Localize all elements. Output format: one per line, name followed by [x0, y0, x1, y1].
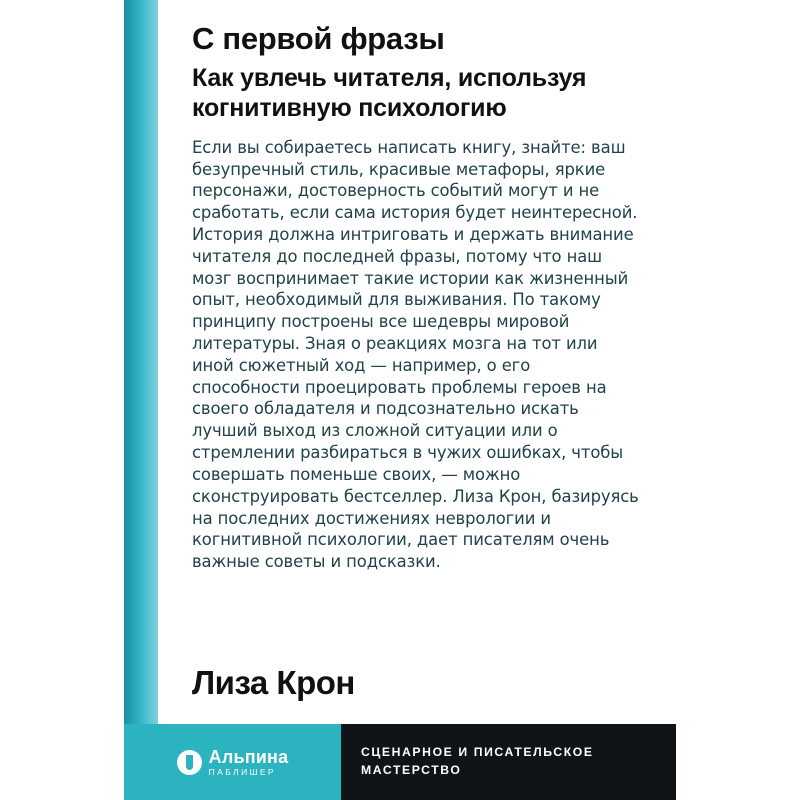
publisher-tagline: ПАБЛИШЕР	[208, 766, 276, 777]
publisher-name: Альпина	[208, 746, 289, 767]
series-line-1: СЦЕНАРНОЕ И ПИСАТЕЛЬСКОЕ	[361, 745, 594, 760]
cover-content	[158, 0, 676, 724]
alpina-mountain-icon	[177, 750, 202, 775]
series-block	[341, 724, 676, 800]
cover-footer	[124, 724, 676, 800]
page-margin-right	[676, 0, 800, 800]
book-annotation	[192, 137, 642, 573]
book-author: Лиза Крон	[192, 664, 355, 701]
title-block	[158, 0, 676, 124]
spine-stripe	[124, 0, 158, 800]
book-title: С первой фразы	[192, 21, 445, 56]
page-margin-left	[0, 0, 124, 800]
book-cover	[124, 0, 676, 800]
publisher-logo	[177, 748, 289, 777]
book-subtitle: Как увлечь читателя, используя когнитивную психологию	[192, 63, 587, 123]
publisher-block	[124, 724, 341, 800]
series-line-2: МАСТЕРСТВО	[361, 763, 462, 777]
annotation-text: Если вы собираетесь написать книгу, знайте: ваш безупречный стиль, красивые метафоры, яркие персонажи, достоверность событий могут и не сработать, если сама история будет неинтересной. История должна интриговать и держать внимание читателя до последней фразы, потому что наш мозг воспринимает такие истории как жизненный опыт, необходимый для выживания. По такому принципу построены все шедевры мировой литературы. Зная о реакциях мозга на тот или иной сюжетный ход — например, о его способности проецировать проблемы героев на своего обладателя и подсознательно искать лучший выход из сложной ситуации или о стремлении разбираться в чужих ошибках, чтобы совершать поменьше своих, — можно сконструировать бестселлер. Лиза Крон, базируясь на последних достижениях неврологии и когнитивной психологии, дает писателям очень важные советы и подсказки.	[192, 137, 639, 572]
publisher-text	[209, 748, 289, 777]
